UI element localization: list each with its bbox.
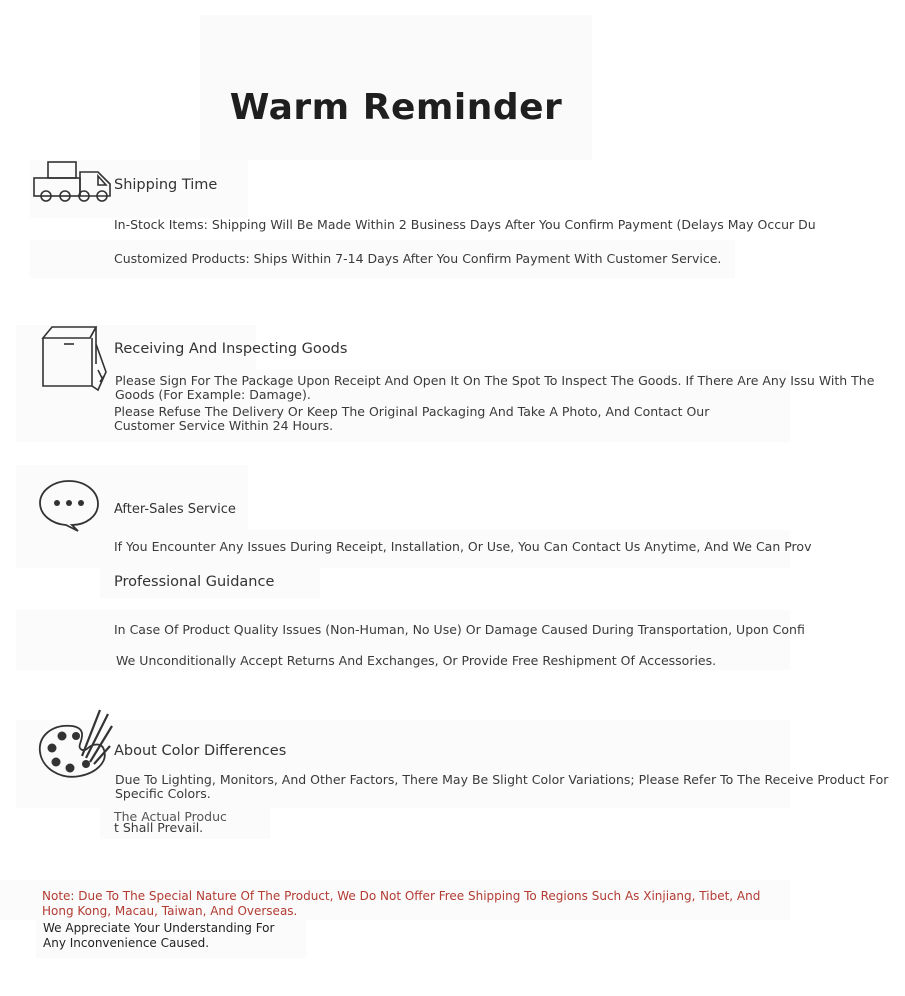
aftersales-heading: After-Sales Service: [114, 502, 236, 517]
title-panel: [200, 15, 592, 160]
receiving-para-inspect: Please Sign For The Package Upon Receipt And Open It On The Spot To Inspect The Goods. If There Are Any Issu With The Goods (For Example: Damage).: [115, 373, 875, 402]
color-fragment-1: The Actual Produc: [114, 809, 227, 824]
guidance-line-quality: In Case Of Product Quality Issues (Non-Human, No Use) Or Damage Caused During Transportation, Upon Confi: [114, 622, 805, 637]
truck-icon: [32, 158, 116, 206]
box-icon: [38, 324, 108, 396]
note-appreciate-line-2: Any Inconvenience Caused.: [43, 936, 210, 950]
note-red-text: Note: Due To The Special Nature Of The Product, We Do Not Offer Free Shipping To Regions Such As Xinjiang, Tibet, And Hong Kong, Macau, Taiwan, And Overseas.: [42, 889, 761, 918]
chat-bubble-icon: [38, 478, 100, 532]
aftersales-line: If You Encounter Any Issues During Receipt, Installation, Or Use, You Can Contact Us Anytime, And We Can Prov: [114, 539, 812, 554]
guidance-heading: Professional Guidance: [114, 574, 275, 590]
page-title: Warm Reminder: [229, 87, 563, 128]
shipping-line-instock: In-Stock Items: Shipping Will Be Made Within 2 Business Days After You Confirm Payment (Delays May Occur Du: [114, 217, 816, 232]
shipping-heading: Shipping Time: [114, 177, 218, 193]
receiving-para-refuse: Please Refuse The Delivery Or Keep The Original Packaging And Take A Photo, And Contact Our Customer Service Within 24 Hours.: [114, 404, 710, 433]
receiving-heading: Receiving And Inspecting Goods: [114, 341, 348, 357]
color-para-variations: Due To Lighting, Monitors, And Other Factors, There May Be Slight Color Variations; Please Refer To The Receive Product For Specific Colors.: [115, 772, 889, 801]
note-appreciate-line-1: We Appreciate Your Understanding For: [43, 921, 275, 935]
shipping-line-customized: Customized Products: Ships Within 7-14 Days After You Confirm Payment With Customer Service.: [114, 251, 722, 266]
guidance-line-returns: We Unconditionally Accept Returns And Exchanges, Or Provide Free Reshipment Of Accessories.: [116, 653, 717, 668]
palette-icon: [38, 704, 114, 782]
color-fragment-2: t Shall Prevail.: [114, 820, 204, 835]
color-heading: About Color Differences: [114, 743, 287, 759]
